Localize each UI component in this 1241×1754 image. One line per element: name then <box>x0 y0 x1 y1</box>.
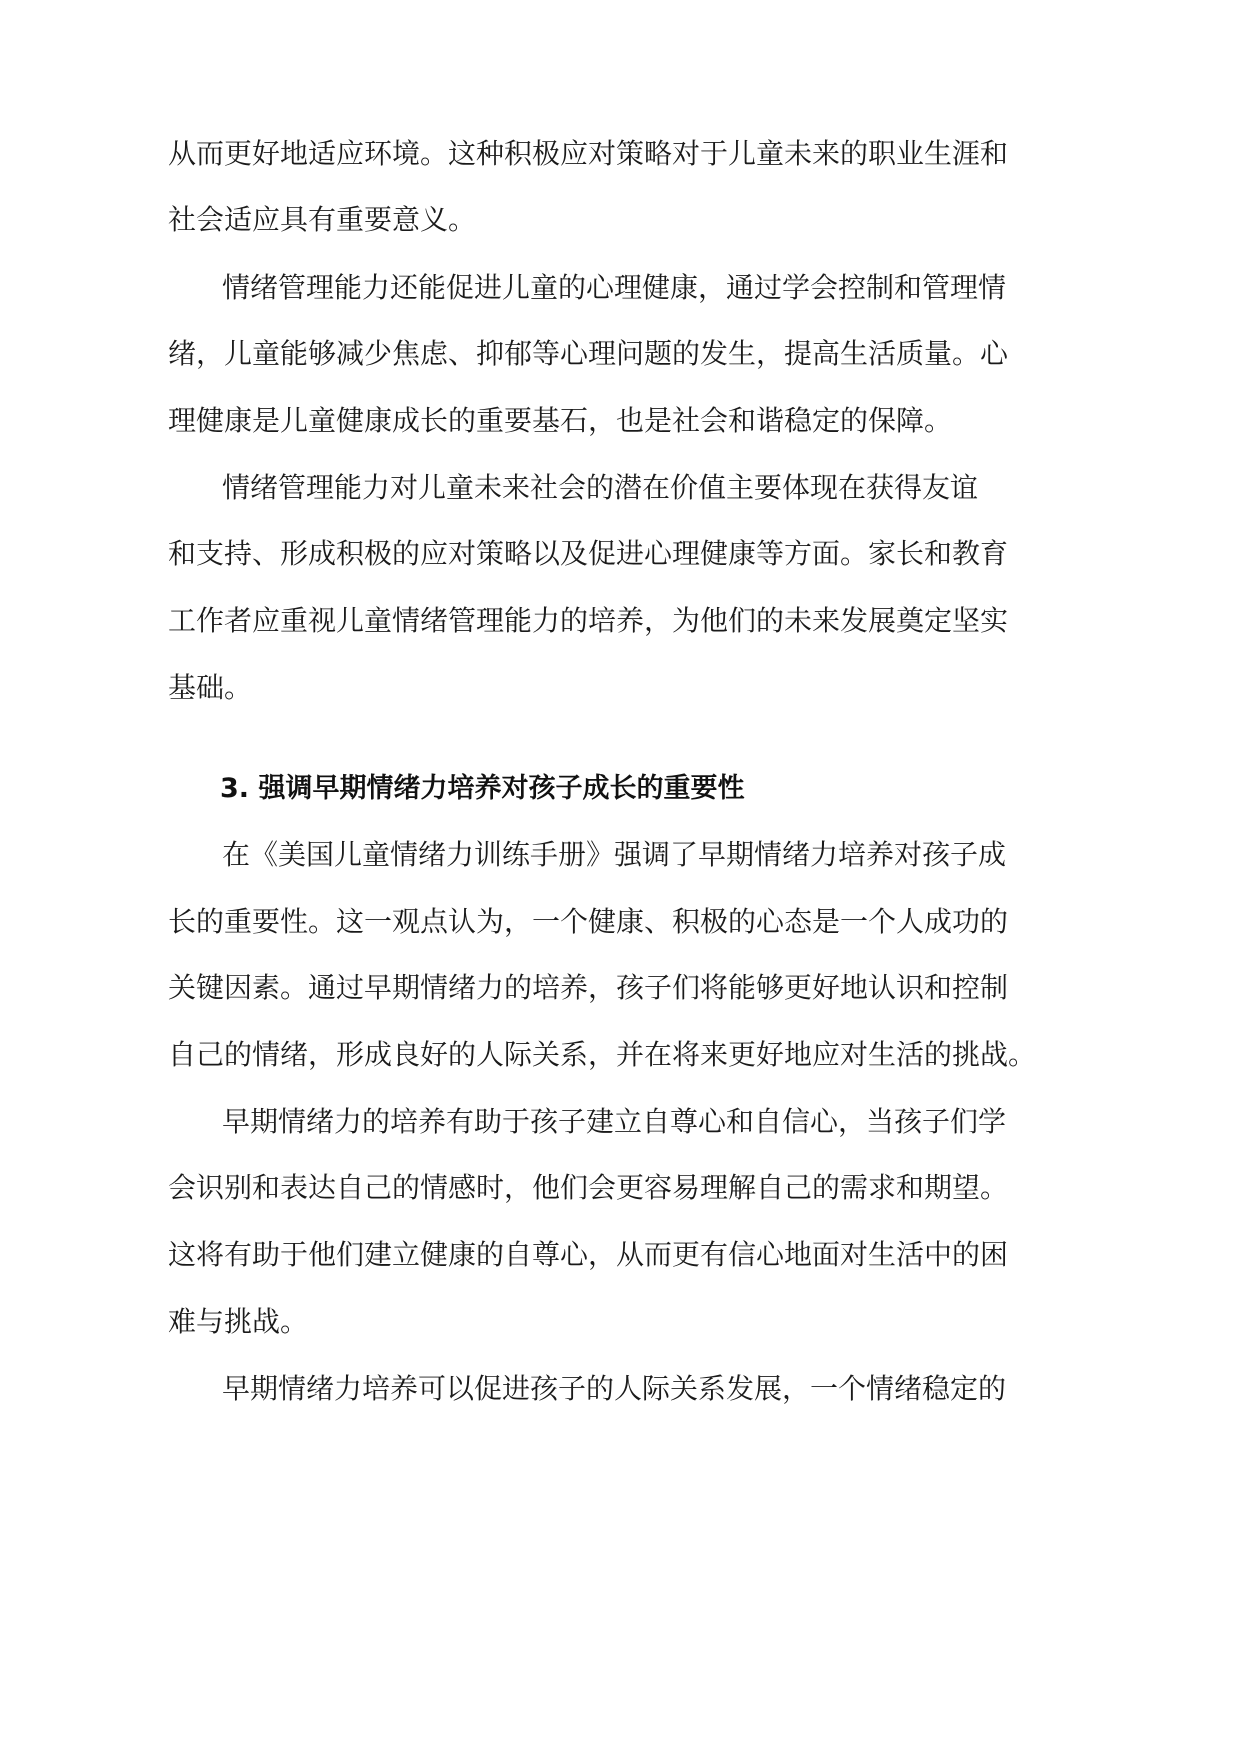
section-paragraph-2-line-3: 这将有助于他们建立健康的自尊心，从而更有信心地面对生活中的困 <box>168 1238 1009 1271</box>
section-paragraph-2-line-2: 会识别和表达自己的情感时，他们会更容易理解自己的需求和期望。 <box>168 1171 1009 1204</box>
paragraph-3-line-3: 工作者应重视儿童情绪管理能力的培养，为他们的未来发展奠定坚实 <box>168 604 1009 637</box>
section-paragraph-1-line-2: 长的重要性。这一观点认为，一个健康、积极的心态是一个人成功的 <box>168 905 1009 938</box>
section-paragraph-2-line-1: 早期情绪力的培养有助于孩子建立自尊心和自信心，当孩子们学 <box>222 1105 1007 1138</box>
paragraph-1-line-1: 从而更好地适应环境。这种积极应对策略对于儿童未来的职业生涯和 <box>168 137 1009 170</box>
section-heading: 3. 强调早期情绪力培养对孩子成长的重要性 <box>220 773 745 804</box>
paragraph-2-line-3: 理健康是儿童健康成长的重要基石，也是社会和谐稳定的保障。 <box>168 404 953 437</box>
section-paragraph-1-line-3: 关键因素。通过早期情绪力的培养，孩子们将能够更好地认识和控制 <box>168 971 1009 1004</box>
section-paragraph-3-line-1: 早期情绪力培养可以促进孩子的人际关系发展，一个情绪稳定的 <box>222 1372 1007 1405</box>
paragraph-3-line-2: 和支持、形成积极的应对策略以及促进心理健康等方面。家长和教育 <box>168 537 1009 570</box>
section-paragraph-1-line-4: 自己的情绪，形成良好的人际关系，并在将来更好地应对生活的挑战。 <box>168 1038 1037 1071</box>
paragraph-2-line-2: 绪，儿童能够减少焦虑、抑郁等心理问题的发生，提高生活质量。心 <box>168 337 1009 370</box>
paragraph-3-line-1: 情绪管理能力对儿童未来社会的潜在价值主要体现在获得友谊 <box>222 471 979 504</box>
paragraph-2-line-1: 情绪管理能力还能促进儿童的心理健康，通过学会控制和管理情 <box>222 271 1007 304</box>
section-paragraph-1-line-1: 在《美国儿童情绪力训练手册》强调了早期情绪力培养对孩子成 <box>222 838 1007 871</box>
paragraph-1-line-2: 社会适应具有重要意义。 <box>168 203 477 236</box>
section-paragraph-2-line-4: 难与挑战。 <box>168 1305 309 1338</box>
paragraph-3-line-4: 基础。 <box>168 671 253 704</box>
